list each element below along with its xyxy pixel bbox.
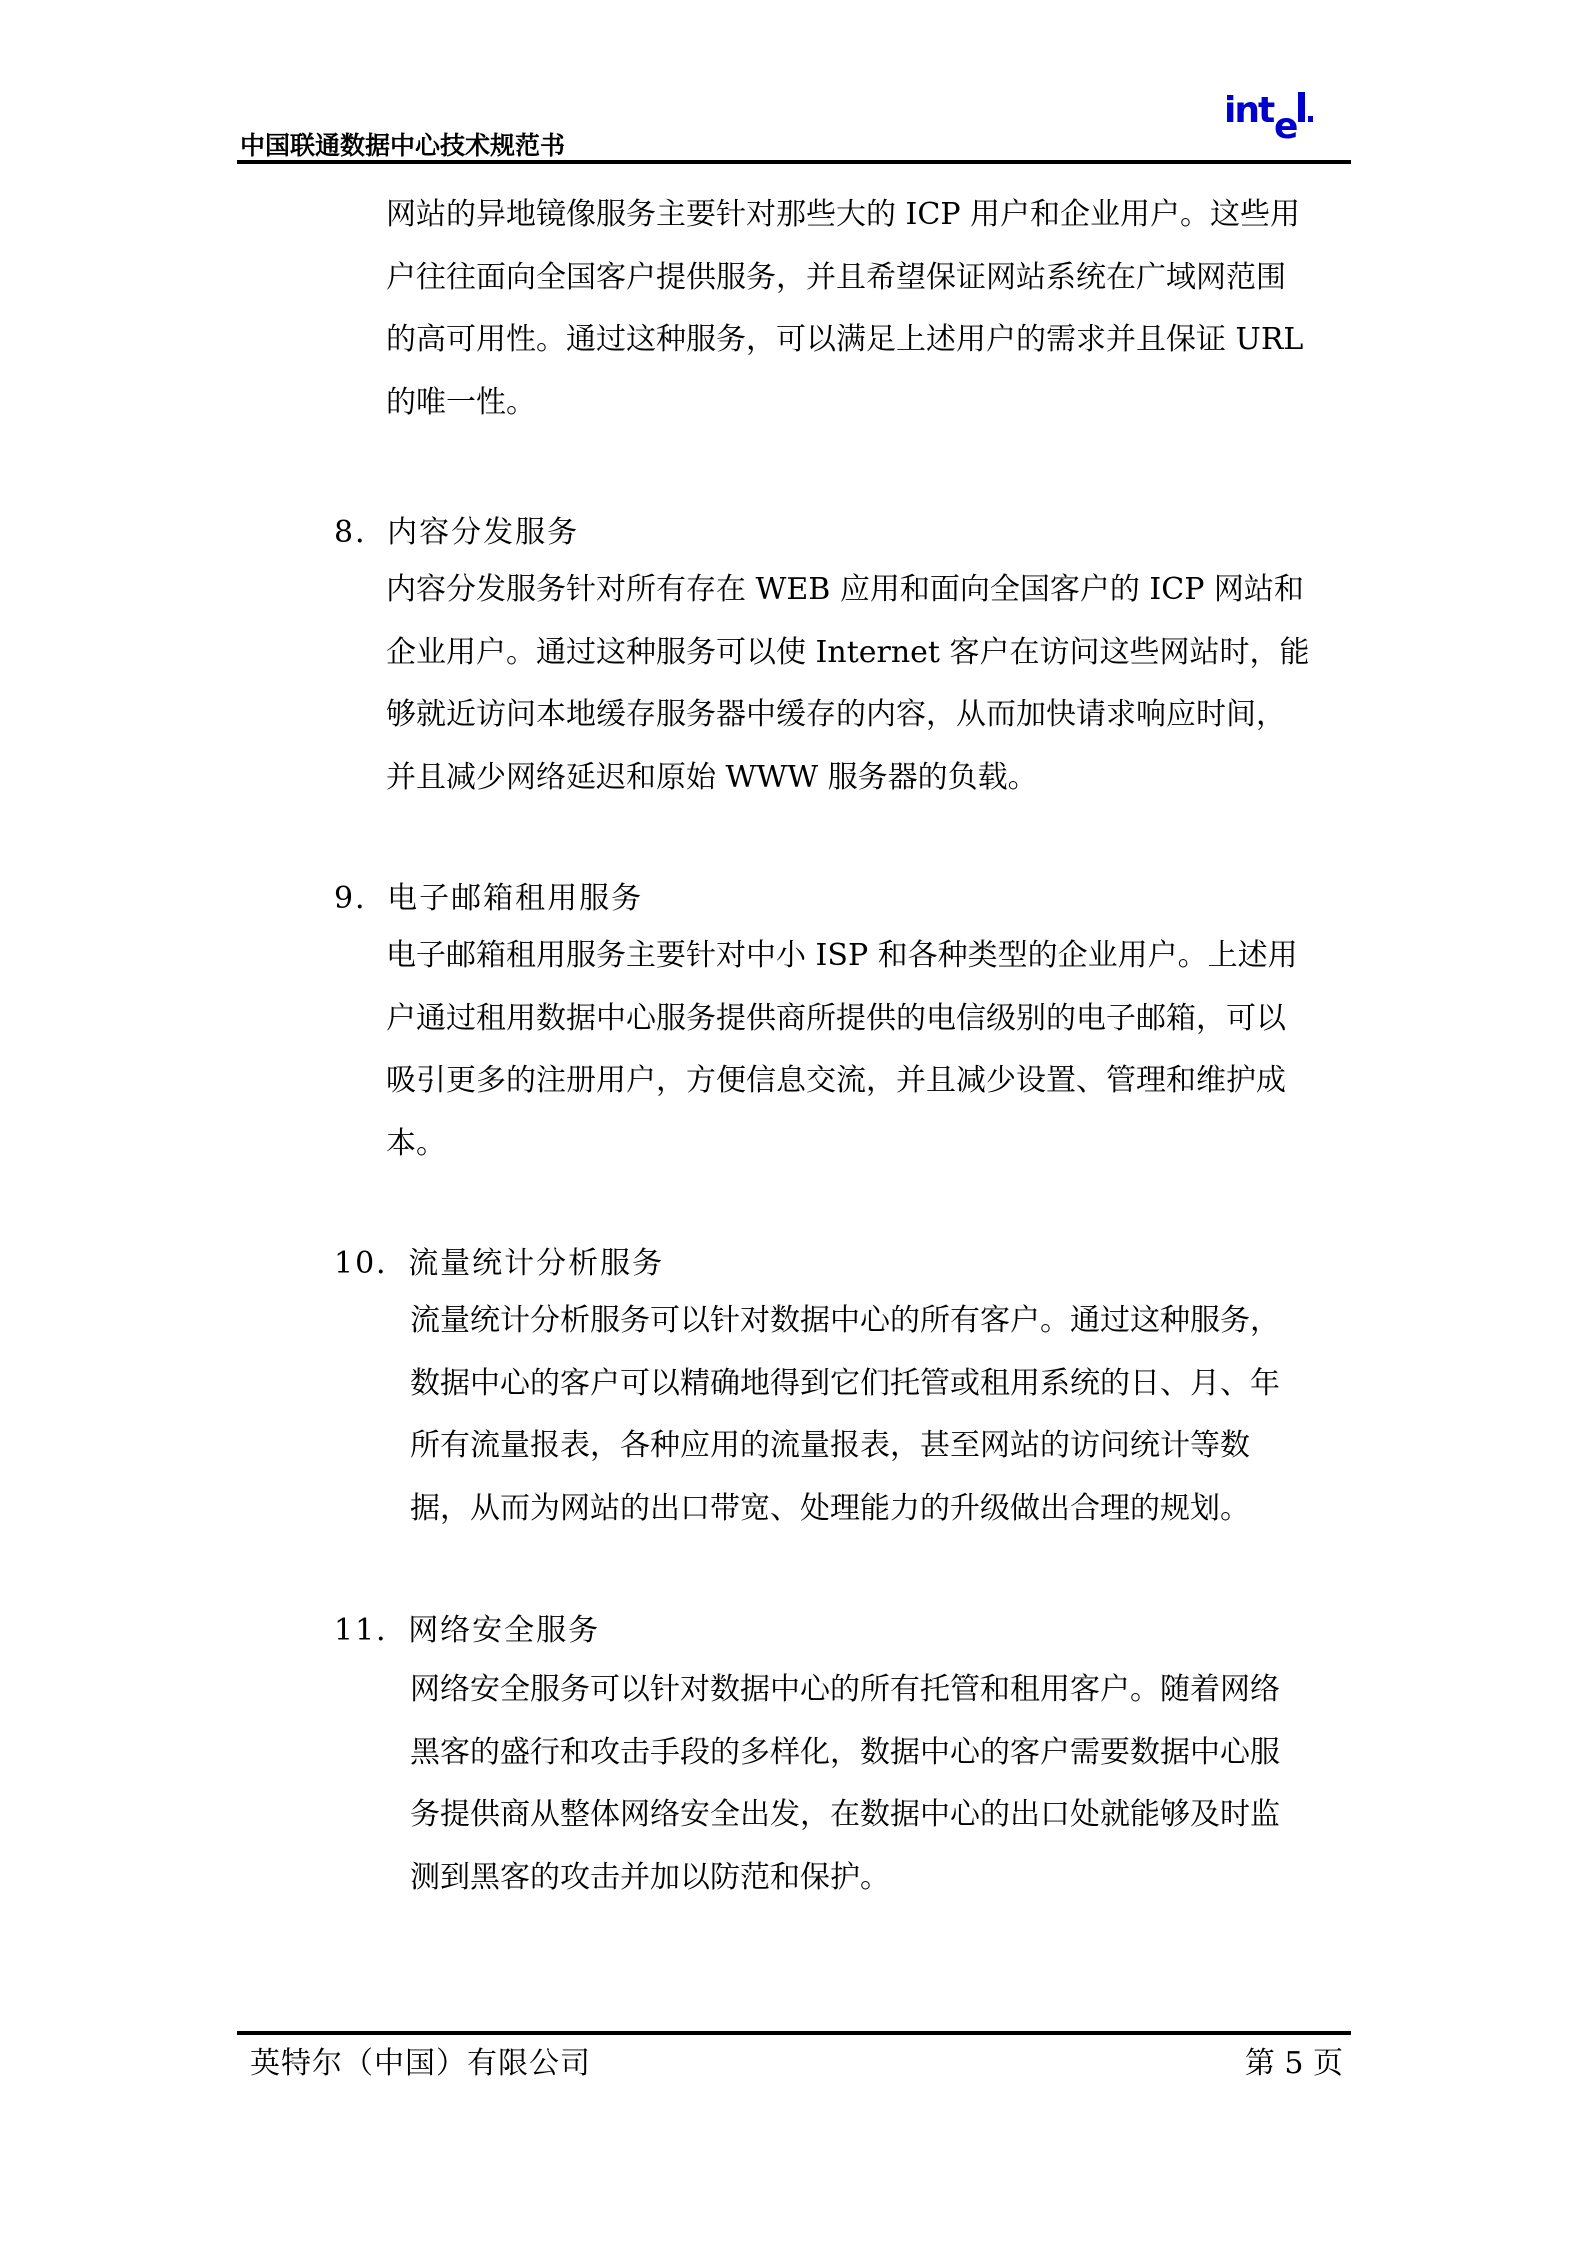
intro-paragraph: [386, 184, 1303, 434]
text-line: 吸引更多的注册用户，方便信息交流，并且减少设置、管理和维护成: [386, 1063, 1286, 1098]
text-line: 所有流量报表，各种应用的流量报表，甚至网站的访问统计等数: [410, 1428, 1250, 1463]
text-line: 够就近访问本地缓存服务器中缓存的内容，从而加快请求响应时间，: [386, 697, 1286, 732]
page-number: 第 5 页: [1244, 2046, 1343, 2081]
section-number: 11．: [334, 1613, 409, 1648]
footer-company: 英特尔（中国）有限公司: [250, 2046, 591, 2081]
text-line: 黑客的盛行和攻击手段的多样化，数据中心的客户需要数据中心服: [410, 1734, 1280, 1770]
section-heading-9: [334, 873, 643, 917]
section-number: 8．: [334, 515, 388, 550]
text-line: 户往往面向全国客户提供服务，并且希望保证网站系统在广域网范围: [386, 259, 1286, 295]
svg-text:int: int: [1224, 90, 1274, 131]
text-line: 企业用户。通过这种服务可以使 Internet 客户在访问这些网站时，能: [386, 634, 1310, 670]
text-line: 流量统计分析服务可以针对数据中心的所有客户。通过这种服务，: [410, 1303, 1280, 1338]
text-line: 电子邮箱租用服务主要针对中小 ISP 和各种类型的企业用户。上述用: [386, 938, 1298, 973]
text-line: 网络安全服务可以针对数据中心的所有托管和租用客户。随着网络: [410, 1672, 1280, 1707]
text-line: 网站的异地镜像服务主要针对那些大的 ICP 用户和企业用户。这些用: [386, 197, 1301, 232]
section-title: 内容分发服务: [387, 515, 580, 550]
text-line: 的高可用性。通过这种服务，可以满足上述用户的需求并且保证 URL: [386, 322, 1304, 357]
section-8-paragraph: [386, 559, 1310, 809]
section-number: 9．: [334, 881, 388, 916]
section-11-paragraph: [410, 1659, 1280, 1909]
footer-divider: [237, 2031, 1351, 2035]
section-number: 10．: [334, 1246, 409, 1281]
text-line: 数据中心的客户可以精确地得到它们托管或租用系统的日、月、年: [410, 1365, 1280, 1401]
text-line: 并且减少网络延迟和原始 WWW 服务器的负载。: [386, 759, 1038, 795]
svg-text:e: e: [1274, 106, 1299, 144]
text-line: 户通过租用数据中心服务提供商所提供的电信级别的电子邮箱，可以: [386, 1000, 1286, 1036]
section-title: 电子邮箱租用服务: [387, 881, 644, 916]
text-line: 测到黑客的攻击并加以防范和保护。: [410, 1859, 890, 1895]
document-title: 中国联通数据中心技术规范书: [240, 131, 566, 160]
section-10-paragraph: [410, 1290, 1280, 1540]
text-line: 务提供商从整体网络安全出发，在数据中心的出口处就能够及时监: [410, 1797, 1280, 1832]
section-9-paragraph: [386, 925, 1298, 1175]
text-line: 本。: [386, 1125, 446, 1161]
text-line: 据，从而为网站的出口带宽、处理能力的升级做出合理的规划。: [410, 1490, 1250, 1526]
section-heading-11: [334, 1605, 600, 1649]
section-heading-10: [334, 1238, 664, 1282]
section-title: 网络安全服务: [408, 1613, 601, 1648]
text-line: 的唯一性。: [386, 384, 536, 420]
intel-logo-icon: [1222, 88, 1322, 144]
header-divider: [237, 160, 1351, 164]
text-line: 内容分发服务针对所有存在 WEB 应用和面向全国客户的 ICP 网站和: [386, 572, 1304, 607]
section-heading-8: [334, 507, 579, 551]
section-title: 流量统计分析服务: [408, 1246, 665, 1281]
